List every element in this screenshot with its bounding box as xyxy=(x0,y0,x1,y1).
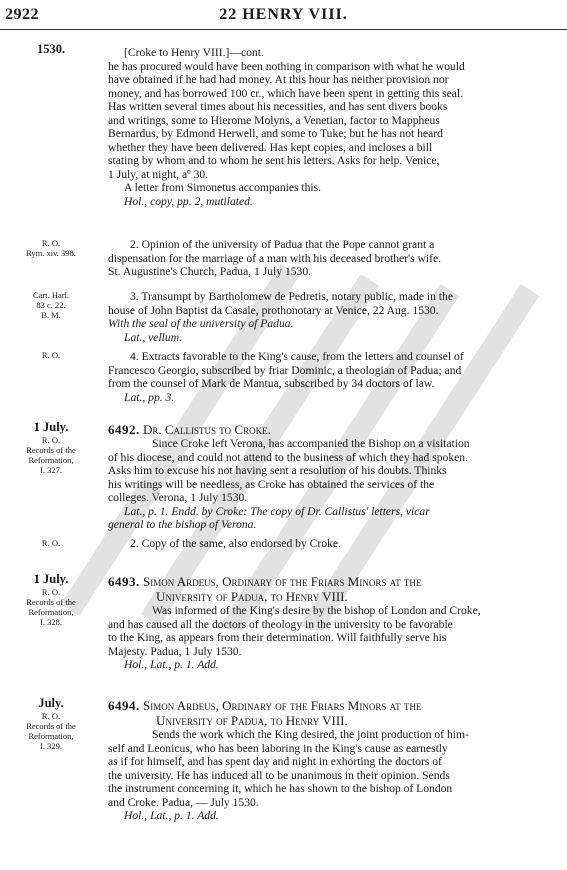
entry-item4: 4. Extracts favorable to the King's cause, from the letters and counsel of Francesco Georgio, subscribed by friar Dominic, a theologian of Padua; and from the counsel of Mark de Mantua, subscribed by 34 doctors of law. Lat., pp. 3. xyxy=(108,350,464,404)
entry-title: 6492. Dr. Callistus to Croke. xyxy=(108,422,271,437)
margin-item4: R. O. xyxy=(41,350,61,360)
cont-line: stating by whom and to whom he sent his letters. Asks for help. Venice, xyxy=(108,154,440,167)
cont-line: and writings, some to Hierome Molyns, a Venetian, factor to Mappheus xyxy=(108,113,440,127)
entry-6492-copy: 2. Copy of the same, also endorsed by Croke. xyxy=(130,537,341,550)
margin-6494: July. R. O. Records of the Reformation, I. 329. xyxy=(26,696,76,751)
entry-6494: 6494. Simon Ardeus, Ordinary of the Friars Minors at the University of Padua, to Henry VIII. Sends the work which the King desired, the joint production of him- self and Leonicus, who has been laboring in the King's cause as earnestly as if for himself, and has spent day and night in exhorting the doctors of the university. He has induced all to be unanimous in their opinion. Sends the instrument concerning it, which he has shown to the bishop of London and Croke. Padua, — July 1530. Hol., Lat., p. 1. Add. xyxy=(108,698,554,823)
page-header xyxy=(0,6,567,28)
margin-6492-copy: R. O. xyxy=(41,538,61,548)
entry-6492: 6492. Dr. Callistus to Croke. Since Croke left Verona, has accompanied the Bishop on a visitation of his diocese, and could not attend to the business of which they had spoken. Asks him to excuse his not having sent a resolution of his doubts. Thinks his writings will be needless, as Croke has obtained the services of the colleges. Verona, 1 July 1530. Lat., p. 1. Endd. by Croke: The copy of Dr. Callistus' letters, vicar general to the bishop of Verona. xyxy=(108,422,554,532)
margin-6493: 1 July. R. O. Records of the Reformation, I. 328. xyxy=(26,572,76,627)
running-title: 22 HENRY VIII. xyxy=(219,6,348,23)
cont-line: money, and has borrowed 100 cr., which have been spent in getting this seal. xyxy=(108,86,464,100)
cont-line: 1 July, at night, aº 30. xyxy=(108,167,209,181)
cont-heading: [Croke to Henry VIII.]—cont. xyxy=(124,46,264,59)
entry-title: 6493. Simon Ardeus, Ordinary of the Friars Minors at the xyxy=(108,574,422,589)
header-rule xyxy=(0,29,567,30)
cont-source: Hol., copy, pp. 2, mutilated. xyxy=(124,194,253,208)
margin-item3: Cart. Harl. 83 c. 22. B. M. xyxy=(32,290,70,320)
page-number: 2922 xyxy=(5,6,39,23)
margin-6492: 1 July. R. O. Records of the Reformation, I. 327. xyxy=(26,420,76,475)
entry-6493: 6493. Simon Ardeus, Ordinary of the Friars Minors at the University of Padua, to Henry VIII. Was informed of the King's desire by the bishop of London and Croke, and has caused all the doctors of theology in the university to be favorable to the King, as appears from their determination. Will faithfully serve his Majesty. Padua, 1 July 1530. Hol., Lat., p. 1. Add. xyxy=(108,574,554,672)
entry-continuation xyxy=(108,46,554,208)
margin-year xyxy=(0,44,102,57)
entry-item3: 3. Transumpt by Bartholomew de Pedretis, notary public, made in the house of John Baptist da Casale, prothonotary at Venice, 22 Aug. 1530. With the seal of the university of Padua. Lat., vellum. xyxy=(108,290,453,344)
year-label: 1530. xyxy=(36,42,66,56)
entry-item2: 2. Opinion of the university of Padua that the Pope cannot grant a dispensation for the marriage of a man with his deceased brother's wife. St. Augustine's Church, Padua, 1 July 1530. xyxy=(108,238,442,278)
cont-line: Bernardus, by Edmond Herwell, and some to Tuke; but he has not heard xyxy=(108,127,443,140)
cont-line: Has written several times about his necessities, and has sent divers books xyxy=(108,100,448,113)
entry-title: 6494. Simon Ardeus, Ordinary of the Friars Minors at the xyxy=(108,698,422,713)
cont-line: he has procured would have been nothing in comparison with what he would xyxy=(108,59,465,73)
cont-note: A letter from Simonetus accompanies this. xyxy=(124,181,322,194)
margin-item2: R. O. Rym. xiv. 398. xyxy=(26,238,76,258)
cont-line: have obtained if he had had money. At this hour has neither provision nor xyxy=(108,73,449,86)
cont-line: whether they have been delivered. Has kept copies, and incloses a bill xyxy=(108,140,433,154)
